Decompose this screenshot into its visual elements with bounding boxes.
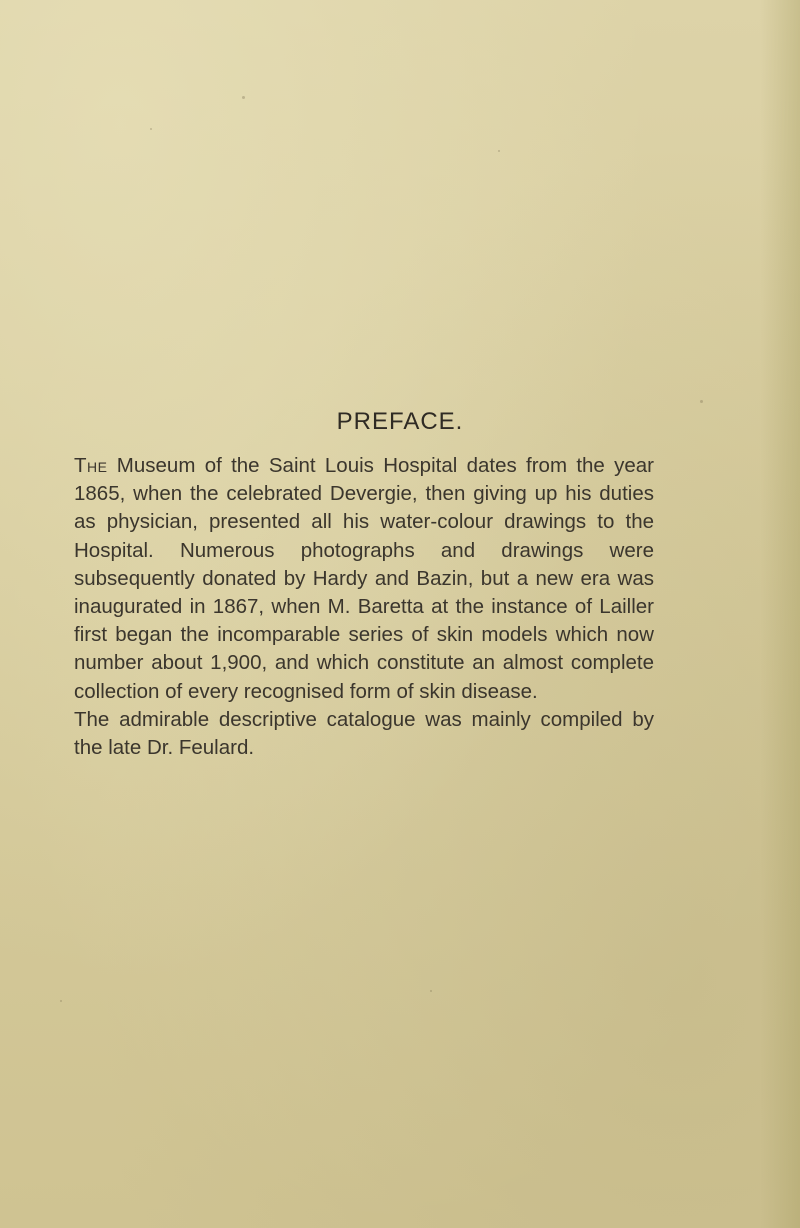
paragraph-1 — [74, 452, 654, 706]
paper-speck — [700, 400, 703, 403]
paper-speck — [498, 150, 500, 152]
paragraph-2: The admirable descriptive catalogue was mainly compiled by the late Dr. Feulard. — [74, 707, 654, 760]
paper-speck — [60, 1000, 62, 1002]
paper-speck — [242, 96, 245, 99]
paper-speck — [430, 990, 432, 992]
preface-body — [74, 452, 654, 762]
paragraph-1-text: Museum of the Saint Louis Hospital dates from the year 1865, when the celebrated Devergie, then giving up his duties as physician, presented all his water-colour drawings to the Hospital. Numerous photographs and drawings were subsequently donated by Hardy and Bazin, but a new era was inaugurated in 1867, when M. Baretta at the instance of Lailler first began the incomparable series of skin models which now number about 1,900, and which constitute an almost complete collection of every recognised form of skin disease. — [74, 454, 654, 703]
paper-speck — [150, 128, 152, 130]
page-title: PREFACE. — [336, 408, 464, 435]
paragraph-lead-word: The — [74, 454, 108, 477]
page-edge-shadow — [760, 0, 800, 1228]
